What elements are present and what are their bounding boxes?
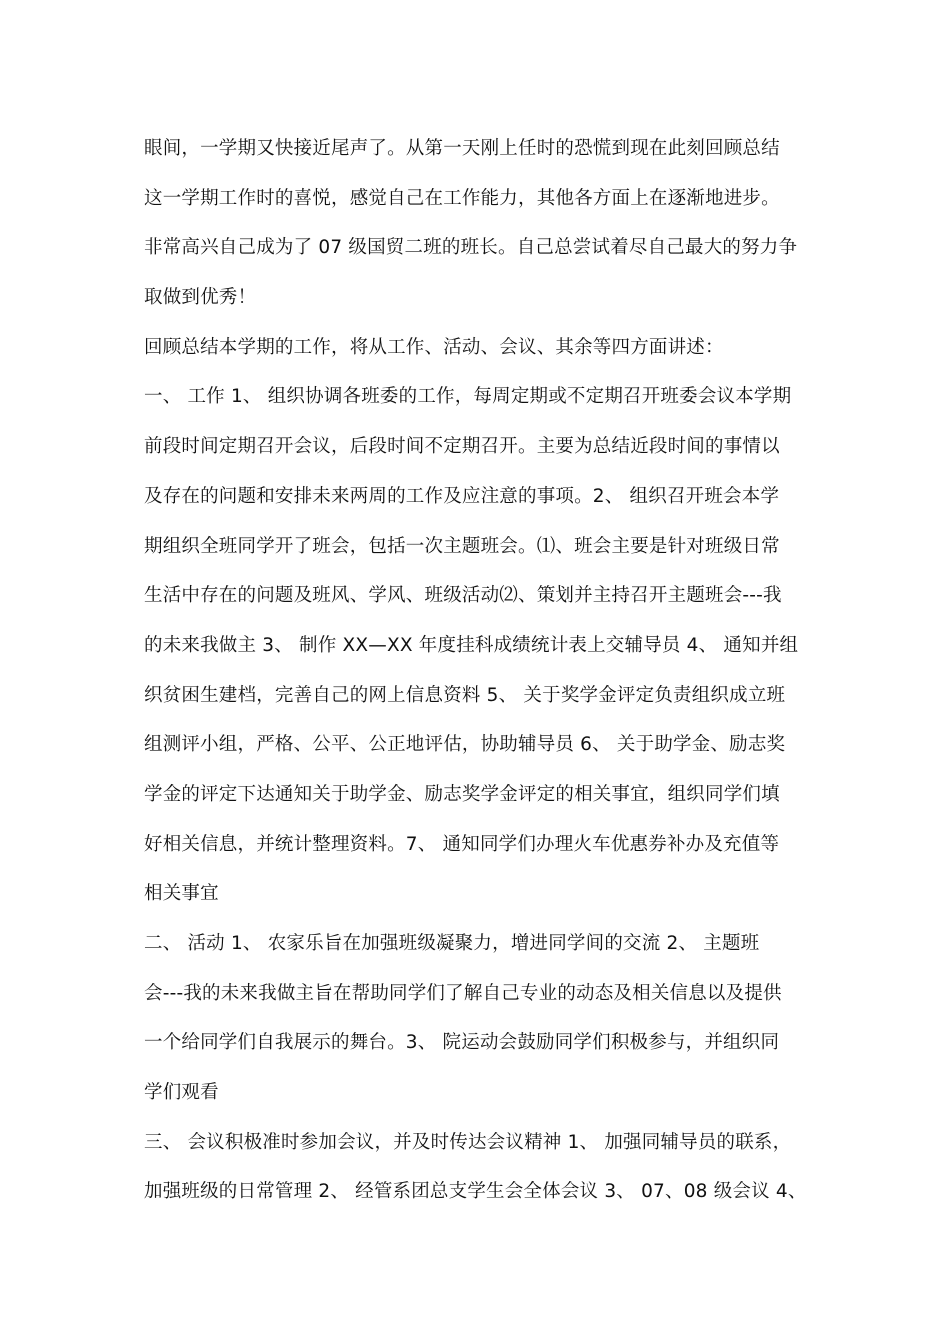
text-line: 期组织全班同学开了班会，包括一次主题班会。⑴、班会主要是针对班级日常 xyxy=(144,535,780,557)
text-line: 织贫困生建档，完善自己的网上信息资料 5、 关于奖学金评定负责组织成立班 xyxy=(144,684,786,706)
text-line: 加强班级的日常管理 2、 经管系团总支学生会全体会议 3、 07、08 级会议 4、 xyxy=(144,1181,807,1203)
text-line: 生活中存在的问题及班风、学风、班级活动⑵、策划并主持召开主题班会---我 xyxy=(144,585,782,607)
section-two-line: 二、 活动 1、 农家乐旨在加强班级凝聚力，增进同学间的交流 2、 主题班 xyxy=(144,933,760,954)
text-line: 学金的评定下达通知关于助学金、励志奖学金评定的相关事宜，组织同学们填 xyxy=(144,783,780,805)
text-line: 好相关信息，并统计整理资料。7、 通知同学们办理火车优惠券补办及充值等 xyxy=(144,833,780,855)
document-body xyxy=(144,124,824,1217)
section-three-line: 三、 会议积极准时参加会议，并及时传达会议精神 1、 加强同辅导员的联系， xyxy=(144,1131,792,1153)
text-line: 组测评小组，严格、公平、公正地评估，协助辅导员 6、 关于助学金、励志奖 xyxy=(144,734,786,756)
text-line: 及存在的问题和安排未来两周的工作及应注意的事项。2、 组织召开班会本学 xyxy=(144,485,780,507)
text-line: 前段时间定期召开会议，后段时间不定期召开。主要为总结近段时间的事情以 xyxy=(144,436,780,458)
section-one-line: 一、 工作 1、 组织协调各班委的工作，每周定期或不定期召开班委会议本学期 xyxy=(144,386,792,408)
text-line: 这一学期工作时的喜悦，感觉自己在工作能力，其他各方面上在逐渐地进步。 xyxy=(144,187,780,209)
text-line: 取做到优秀！ xyxy=(144,287,257,309)
text-line: 的未来我做主 3、 制作 XX—XX 年度挂科成绩统计表上交辅导员 4、 通知并组 xyxy=(144,634,799,656)
text-line: 一个给同学们自我展示的舞台。3、 院运动会鼓励同学们积极参与，并组织同 xyxy=(144,1032,780,1054)
text-line: 学们观看 xyxy=(144,1082,219,1104)
text-line: 非常高兴自己成为了 07 级国贸二班的班长。自己总尝试着尽自己最大的努力争 xyxy=(144,237,798,259)
text-line: 眼间，一学期又快接近尾声了。从第一天刚上任时的恐慌到现在此刻回顾总结 xyxy=(144,138,780,159)
section-intro-line: 回顾总结本学期的工作，将从工作、活动、会议、其余等四方面讲述： xyxy=(144,336,724,358)
text-line: 相关事宜 xyxy=(144,883,219,905)
text-line: 会---我的未来我做主旨在帮助同学们了解自己专业的动态及相关信息以及提供 xyxy=(144,982,782,1004)
